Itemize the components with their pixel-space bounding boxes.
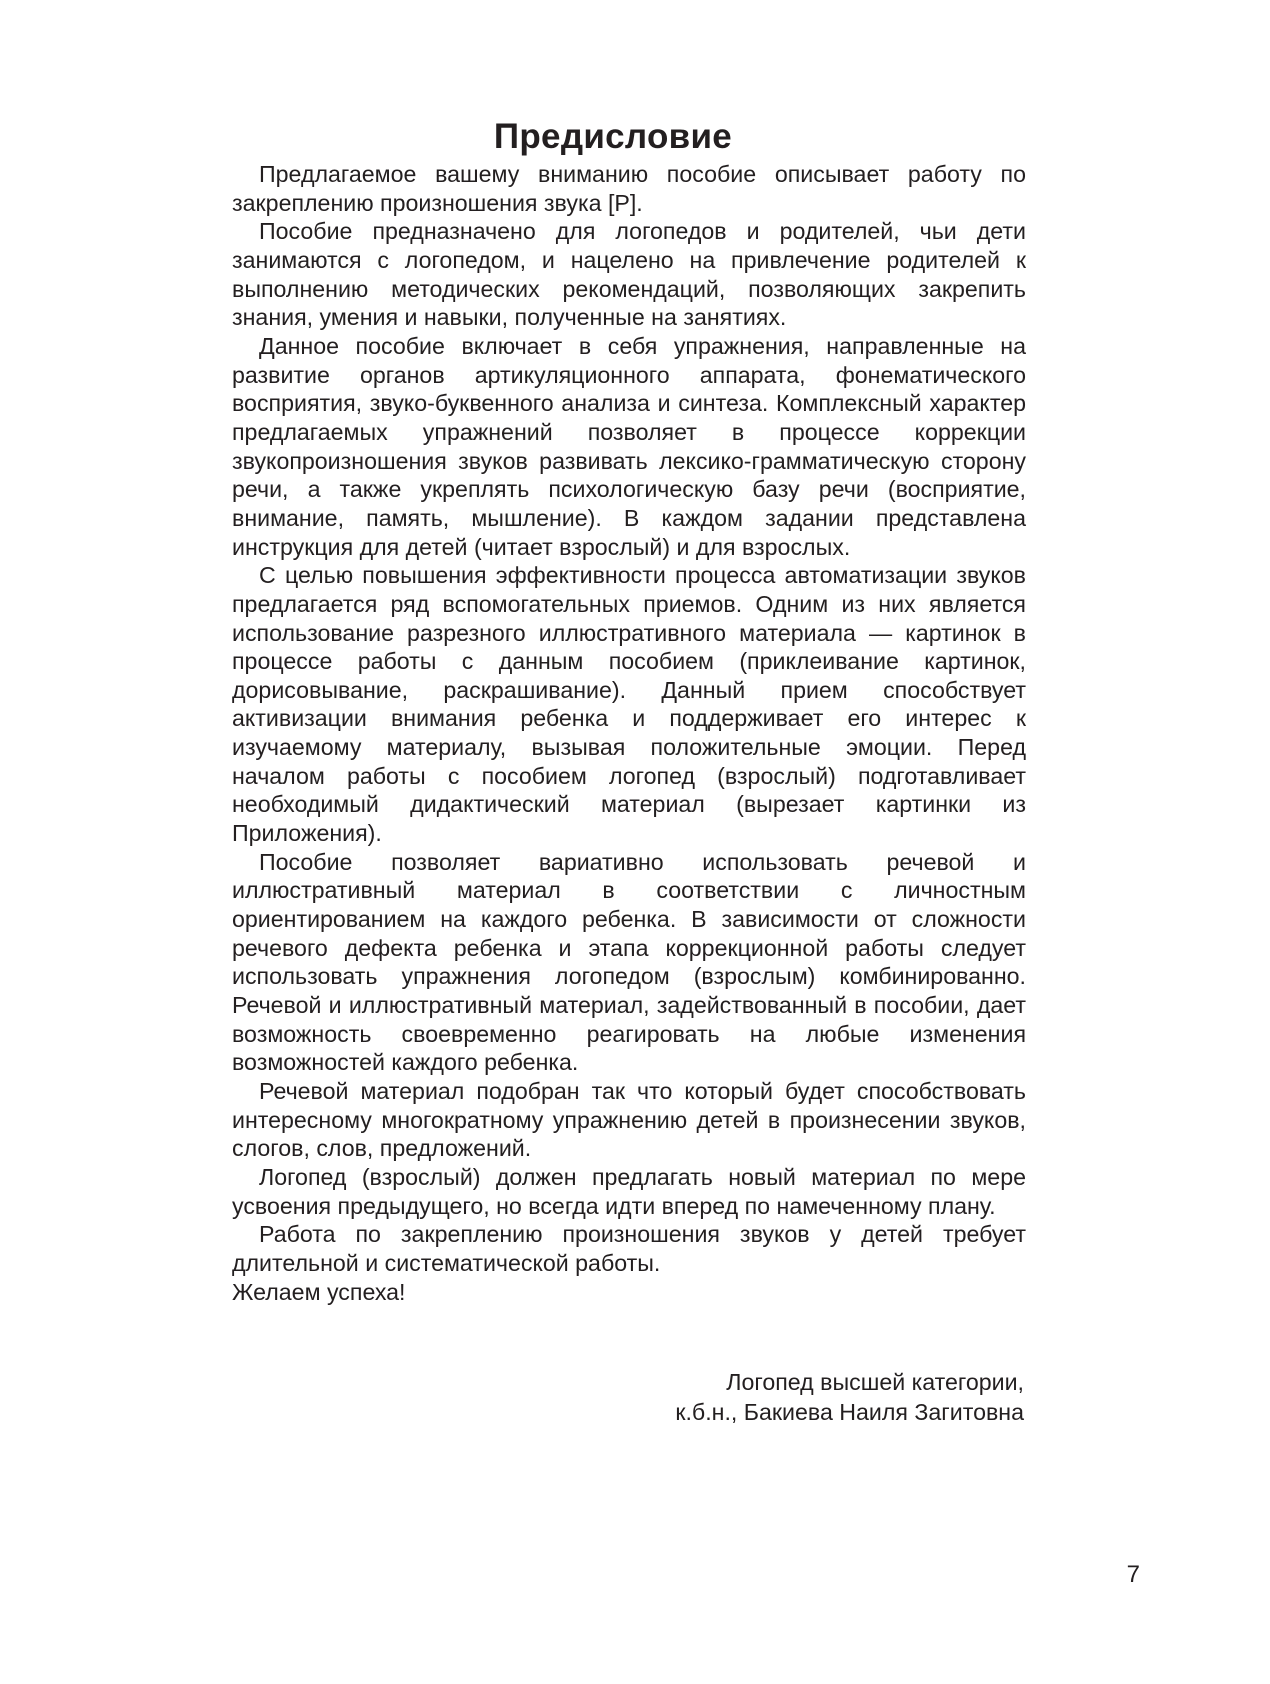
signature-title: Логопед высшей категории,: [726, 1369, 1024, 1395]
preface-body: [232, 160, 1026, 1306]
page-number: 7: [1126, 1561, 1140, 1588]
paragraph-7: Логопед (взрослый) должен предлагать новый материал по мере усвоения предыдущего, но всегда идти вперед по намеченному плану.: [232, 1163, 1026, 1219]
signature-name: к.б.н., Бакиева Наиля Загитовна: [675, 1398, 1024, 1425]
paragraph-2: Пособие предназначено для логопедов и родителей, чьи дети занимаются с логопедом, и нацелено на привлечение родителей к выполнению методических рекомендаций, позволяющих закрепить знания, умения и навыки, полученные на занятиях.: [232, 218, 1026, 331]
paragraph-5: Пособие позволяет вариативно использовать речевой и иллюстративный материал в соответствии с личностным ориентированием на каждого ребенка. В зависимости от сложности речевого дефекта ребенка и этапа коррекционной работы следует использовать упражнения логопедом (взрослым) комбинированно. Речевой и иллюстративный материал, задействованный в пособии, дает возможность своевременно реагировать на любые изменения возможностей каждого ребенка.: [232, 848, 1026, 1076]
closing-line: Желаем успеха!: [232, 1278, 406, 1305]
paragraph-1: Предлагаемое вашему вниманию пособие описывает работу по закреплению произношения звука [Р].: [232, 161, 1026, 216]
paragraph-8: Работа по закреплению произношения звуков у детей требует длительной и систематической работы.: [232, 1221, 1026, 1276]
page-title: Предисловие: [493, 117, 733, 157]
signature-block: [675, 1368, 1024, 1427]
paragraph-6: Речевой материал подобран так что который будет способствовать интересному многократному упражнению детей в произнесении звуков, слогов, слов, предложений.: [232, 1078, 1026, 1162]
paragraph-4: С целью повышения эффективности процесса автоматизации звуков предлагается ряд вспомогательных приемов. Одним из них является использование разрезного иллюстративного материала — картинок в процессе работы с данным пособием (приклеивание картинок, дорисовывание, раскрашивание). Данный прием способствует активизации внимания ребенка и поддерживает его интерес к изучаемому материалу, вызывая положительные эмоции. Перед началом работы с пособием логопед (взрослый) подготавливает необходимый дидактический материал (вырезает картинки из Приложения).: [232, 562, 1026, 847]
paragraph-3: Данное пособие включает в себя упражнения, направленные на развитие органов артикуляционного аппарата, фонематического восприятия, звуко-буквенного анализа и синтеза. Комплексный характер предлагаемых упражнений позволяет в процессе коррекции звукопроизношения звуков развивать лексико-грамматическую сторону речи, а также укреплять психологическую базу речи (восприятие, внимание, память, мышление). В каждом задании представлена инструкция для детей (читает взрослый) и для взрослых.: [232, 332, 1026, 560]
